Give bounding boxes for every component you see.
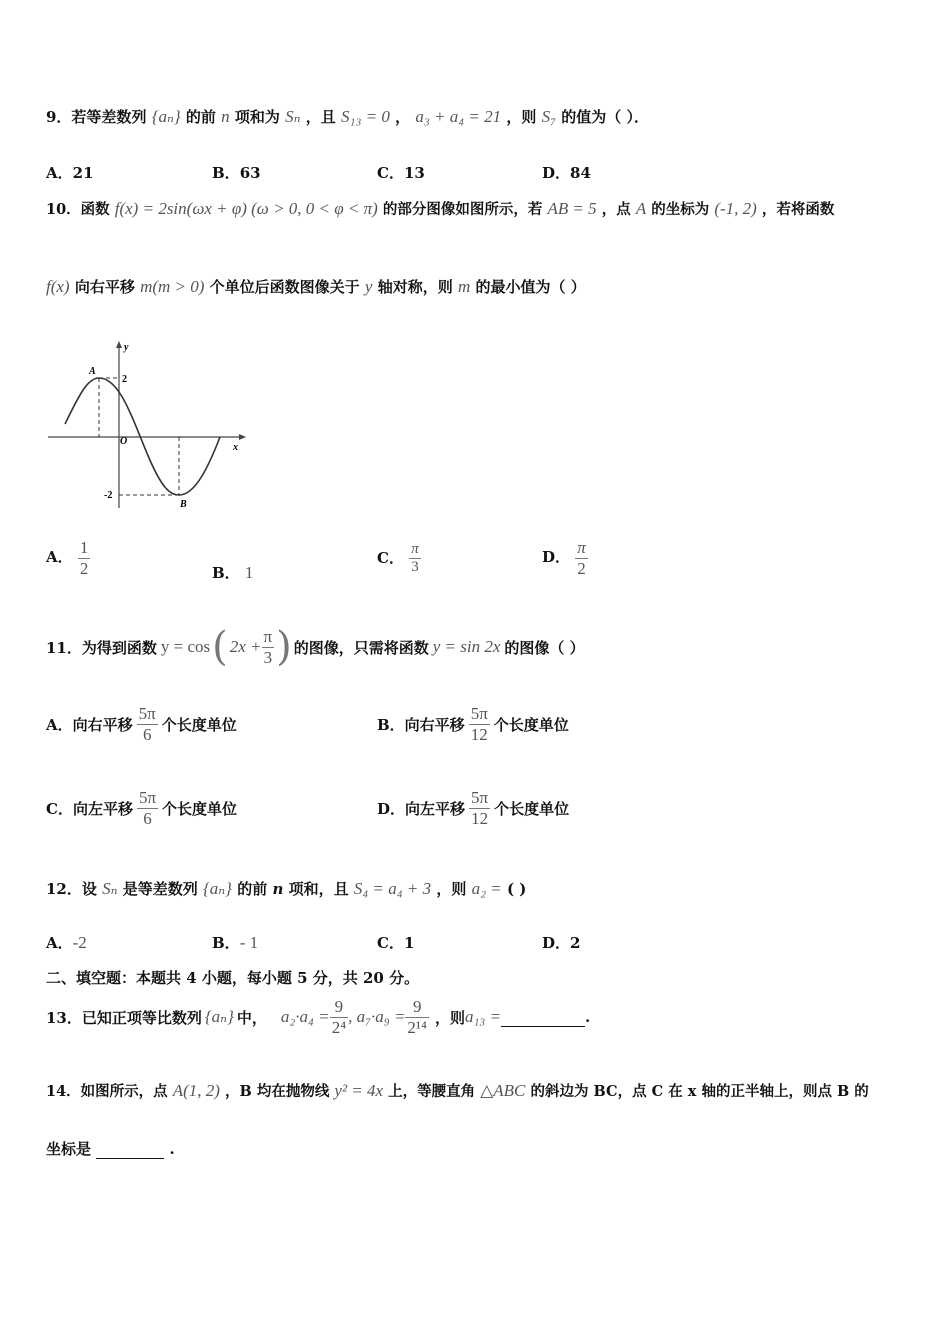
q9-text-3: 项和为 <box>234 108 280 126</box>
q10-stem-line1 <box>46 198 834 219</box>
fraction-numerator: 9 <box>334 996 344 1016</box>
q14-answer-blank[interactable] <box>96 1140 164 1159</box>
q11-text-3: 的图像（ ） <box>504 638 585 657</box>
q9-math-sn: Sₙ <box>285 107 301 126</box>
q12-option-b[interactable] <box>212 932 258 953</box>
option-value: - 1 <box>239 933 259 952</box>
q11-stem <box>46 622 585 672</box>
q13-text-4: . <box>585 1008 591 1026</box>
q12-option-a[interactable] <box>46 932 87 953</box>
q10-option-a[interactable] <box>46 538 90 578</box>
q9-text-7: 的值为（ ）． <box>561 108 649 126</box>
q11-text-2: 的图像，只需将函数 <box>293 638 429 657</box>
fraction-numerator: π <box>263 626 273 646</box>
option-label: C． <box>377 164 404 182</box>
option-label: A． <box>46 164 73 182</box>
fraction-numerator: 5π <box>138 788 157 807</box>
q13-math-a2a4: a₂·a₄ = <box>280 1007 330 1026</box>
fraction-denominator: 6 <box>137 724 158 745</box>
q9-text-6: ，则 <box>506 108 537 126</box>
option-label: C． <box>377 934 404 952</box>
fraction <box>469 788 490 828</box>
q10-math-coord: (-1, 2) <box>714 199 757 218</box>
q13-answer-blank[interactable] <box>501 1008 585 1027</box>
label-2: 2 <box>122 374 127 385</box>
q13-text-3: ，则 <box>434 1008 465 1027</box>
q14-text-3: 上，等腰直角 <box>388 1083 476 1100</box>
option-value: 13 <box>403 164 425 182</box>
q9-math-a3a4: a₃ + a₄ = 21 <box>415 107 502 126</box>
fraction <box>409 541 421 577</box>
q10-text-8: 轴对称，则 <box>377 278 453 296</box>
option-label: B． <box>212 164 240 182</box>
q10-stem-line2 <box>46 276 586 297</box>
q13-stem <box>46 993 590 1041</box>
option-value: 1 <box>244 563 254 582</box>
q14-text-5: 坐标是 <box>46 1140 92 1158</box>
q10-option-c[interactable] <box>377 541 421 577</box>
q10-graph <box>40 338 255 513</box>
q14-text-6: . <box>169 1140 175 1158</box>
q11-math-ycos: y = cos <box>160 637 211 656</box>
fraction-denominator: 2 <box>79 558 89 578</box>
q12-stem <box>46 878 526 899</box>
q9-math-s7: S₇ <box>541 107 556 126</box>
q12-math-sn: Sₙ <box>102 879 118 898</box>
option-label: A． <box>46 548 73 567</box>
q10-math-ab: AB = 5 <box>547 199 597 218</box>
fraction-denominator: 6 <box>137 808 158 829</box>
q11-option-a[interactable] <box>46 704 237 744</box>
q11-option-b[interactable] <box>377 704 569 744</box>
q14-text-1: 14．如图所示，点 <box>46 1083 168 1100</box>
option-value: 63 <box>239 164 261 182</box>
q10-text-1: 10．函数 <box>46 201 110 218</box>
q10-option-d[interactable] <box>542 538 588 578</box>
label-x: x <box>233 442 238 453</box>
q12-text-3: 的前 <box>237 880 268 898</box>
fraction-denominator: 2¹⁴ <box>407 1017 427 1037</box>
q12-math-s4: S₄ = a₄ + 3 <box>353 879 432 898</box>
q12-text-3b: 项和，且 <box>288 880 349 898</box>
x-axis-arrow <box>239 434 246 440</box>
option-value: 21 <box>72 164 94 182</box>
q9-math-n: n <box>221 107 230 126</box>
q9-stem <box>46 106 649 127</box>
fraction-numerator: π <box>411 541 419 557</box>
q13-fraction-1 <box>330 997 348 1037</box>
q10-math-a: A <box>635 199 647 218</box>
q10-math-y: y <box>364 277 373 296</box>
q12-math-seq: {aₙ} <box>202 879 232 898</box>
fraction-numerator: 5π <box>471 788 489 807</box>
q12-text-n: n <box>272 880 284 898</box>
fraction <box>469 704 490 744</box>
label-b: B <box>180 499 187 510</box>
q9-option-b[interactable] <box>212 162 261 183</box>
fraction <box>137 704 158 744</box>
q12-text-1: 12．设 <box>46 880 97 898</box>
q9-option-a[interactable] <box>46 162 94 183</box>
q14-math-triangle: △ABC <box>480 1081 526 1100</box>
option-label: D． <box>542 934 571 952</box>
q11-math-arg: 2x + <box>229 637 262 656</box>
option-value: -2 <box>72 933 87 952</box>
q13-math-a7a9: , a₇·a₉ = <box>348 1007 406 1026</box>
q10-math-fx: f(x) <box>46 277 70 296</box>
option-suffix: 个长度单位 <box>493 715 569 734</box>
q14-stem-line1 <box>46 1080 869 1101</box>
right-paren: ) <box>276 624 292 670</box>
fraction-denominator: 2⁴ <box>331 1017 347 1037</box>
q12-text-4: ，则 <box>436 880 467 898</box>
q9-text-5: ， <box>395 108 411 126</box>
q10-text-7: 个单位后函数图像关于 <box>209 278 360 296</box>
q10-math-func: f(x) = 2sin(ωx + φ) (ω > 0, 0 < φ < π) <box>114 199 378 218</box>
fraction-numerator: 1 <box>79 538 89 557</box>
q14-text-2: ，B 均在抛物线 <box>225 1083 330 1100</box>
q9-text-4: ，且 <box>305 108 336 126</box>
q12-option-c[interactable] <box>377 932 414 953</box>
fraction-denominator: 3 <box>262 647 275 668</box>
q13-math-seq: {aₙ} <box>204 1007 234 1026</box>
option-label: D． <box>542 164 571 182</box>
q10-text-2: 的部分图像如图所示，若 <box>382 201 543 218</box>
q9-option-d[interactable] <box>542 162 591 183</box>
label-neg2: -2 <box>104 490 113 501</box>
section-heading: 二、填空题：本题共 4 小题，每小题 5 分，共 20 分。 <box>46 969 420 987</box>
option-label: B． <box>212 564 240 582</box>
option-label: C． <box>377 548 404 567</box>
option-value: 84 <box>570 164 591 182</box>
q14-math-a: A(1, 2) <box>172 1081 220 1100</box>
q12-math-a2: a₂ = <box>471 879 502 898</box>
fraction-denominator: 2 <box>575 558 588 579</box>
q11-math-ysin: y = sin 2x <box>432 637 501 656</box>
option-label: A． <box>46 934 73 952</box>
fraction <box>78 538 91 578</box>
fraction-denominator: 12 <box>469 724 490 745</box>
q10-text-6: 向右平移 <box>74 278 135 296</box>
q10-math-m2: m <box>457 277 471 296</box>
label-y: y <box>124 342 129 353</box>
fraction-numerator: π <box>577 538 586 557</box>
q11-fraction <box>262 627 275 667</box>
q14-stem-line2 <box>46 1138 175 1159</box>
option-label: B．向右平移 <box>377 715 465 734</box>
fraction-denominator: 3 <box>409 558 421 576</box>
q13-fraction-2 <box>405 997 429 1037</box>
q9-math-seq: {aₙ} <box>151 107 181 126</box>
option-value: 1 <box>403 934 415 952</box>
q14-text-4: 的斜边为 BC，点 C 在 x 轴的正半轴上，则点 B 的 <box>530 1083 869 1100</box>
q11-option-c[interactable] <box>46 788 237 828</box>
q9-text-1: 9．若等差数列 <box>46 108 147 126</box>
q10-text-3: ，点 <box>601 201 631 218</box>
fraction-numerator: 9 <box>412 996 422 1016</box>
q10-text-5: ，若将函数 <box>761 201 835 218</box>
fraction <box>575 538 588 578</box>
q9-text-2: 的前 <box>185 108 216 126</box>
q13-math-a13: a₁₃ = <box>464 1007 502 1026</box>
label-o: O <box>120 436 128 447</box>
option-suffix: 个长度单位 <box>162 799 238 818</box>
label-a: A <box>89 366 96 377</box>
option-label: B． <box>212 934 240 952</box>
fraction <box>137 788 158 828</box>
y-axis-arrow <box>116 341 122 348</box>
q12-text-2: 是等差数列 <box>122 880 198 898</box>
q12-option-d[interactable] <box>542 932 580 953</box>
option-value: 2 <box>570 934 581 952</box>
q10-option-b[interactable] <box>212 562 253 583</box>
fraction-denominator: 12 <box>469 808 490 829</box>
option-suffix: 个长度单位 <box>494 799 570 818</box>
fraction-numerator: 5π <box>470 704 488 723</box>
q11-option-d[interactable] <box>377 788 569 828</box>
option-label: D．向左平移 <box>377 799 466 818</box>
q13-text-1: 13．已知正项等比数列 <box>46 1008 202 1027</box>
q11-text-1: 11．为得到函数 <box>46 638 157 657</box>
q12-text-5: ( ) <box>506 880 527 898</box>
left-paren: ( <box>212 624 228 670</box>
option-label: D． <box>542 548 571 567</box>
q10-text-9: 的最小值为（ ） <box>475 278 586 296</box>
q14-math-parabola: y² = 4x <box>334 1081 384 1100</box>
option-label: A．向右平移 <box>46 715 133 734</box>
q9-math-s13: S₁₃ = 0 <box>341 107 390 126</box>
q10-text-4: 的坐标为 <box>651 201 710 218</box>
q13-text-2: 中， <box>236 1008 267 1027</box>
fraction-numerator: 5π <box>138 704 156 723</box>
q9-option-c[interactable] <box>377 162 425 183</box>
option-suffix: 个长度单位 <box>161 715 237 734</box>
option-label: C．向左平移 <box>46 799 133 818</box>
q10-math-m: m(m > 0) <box>140 277 205 296</box>
